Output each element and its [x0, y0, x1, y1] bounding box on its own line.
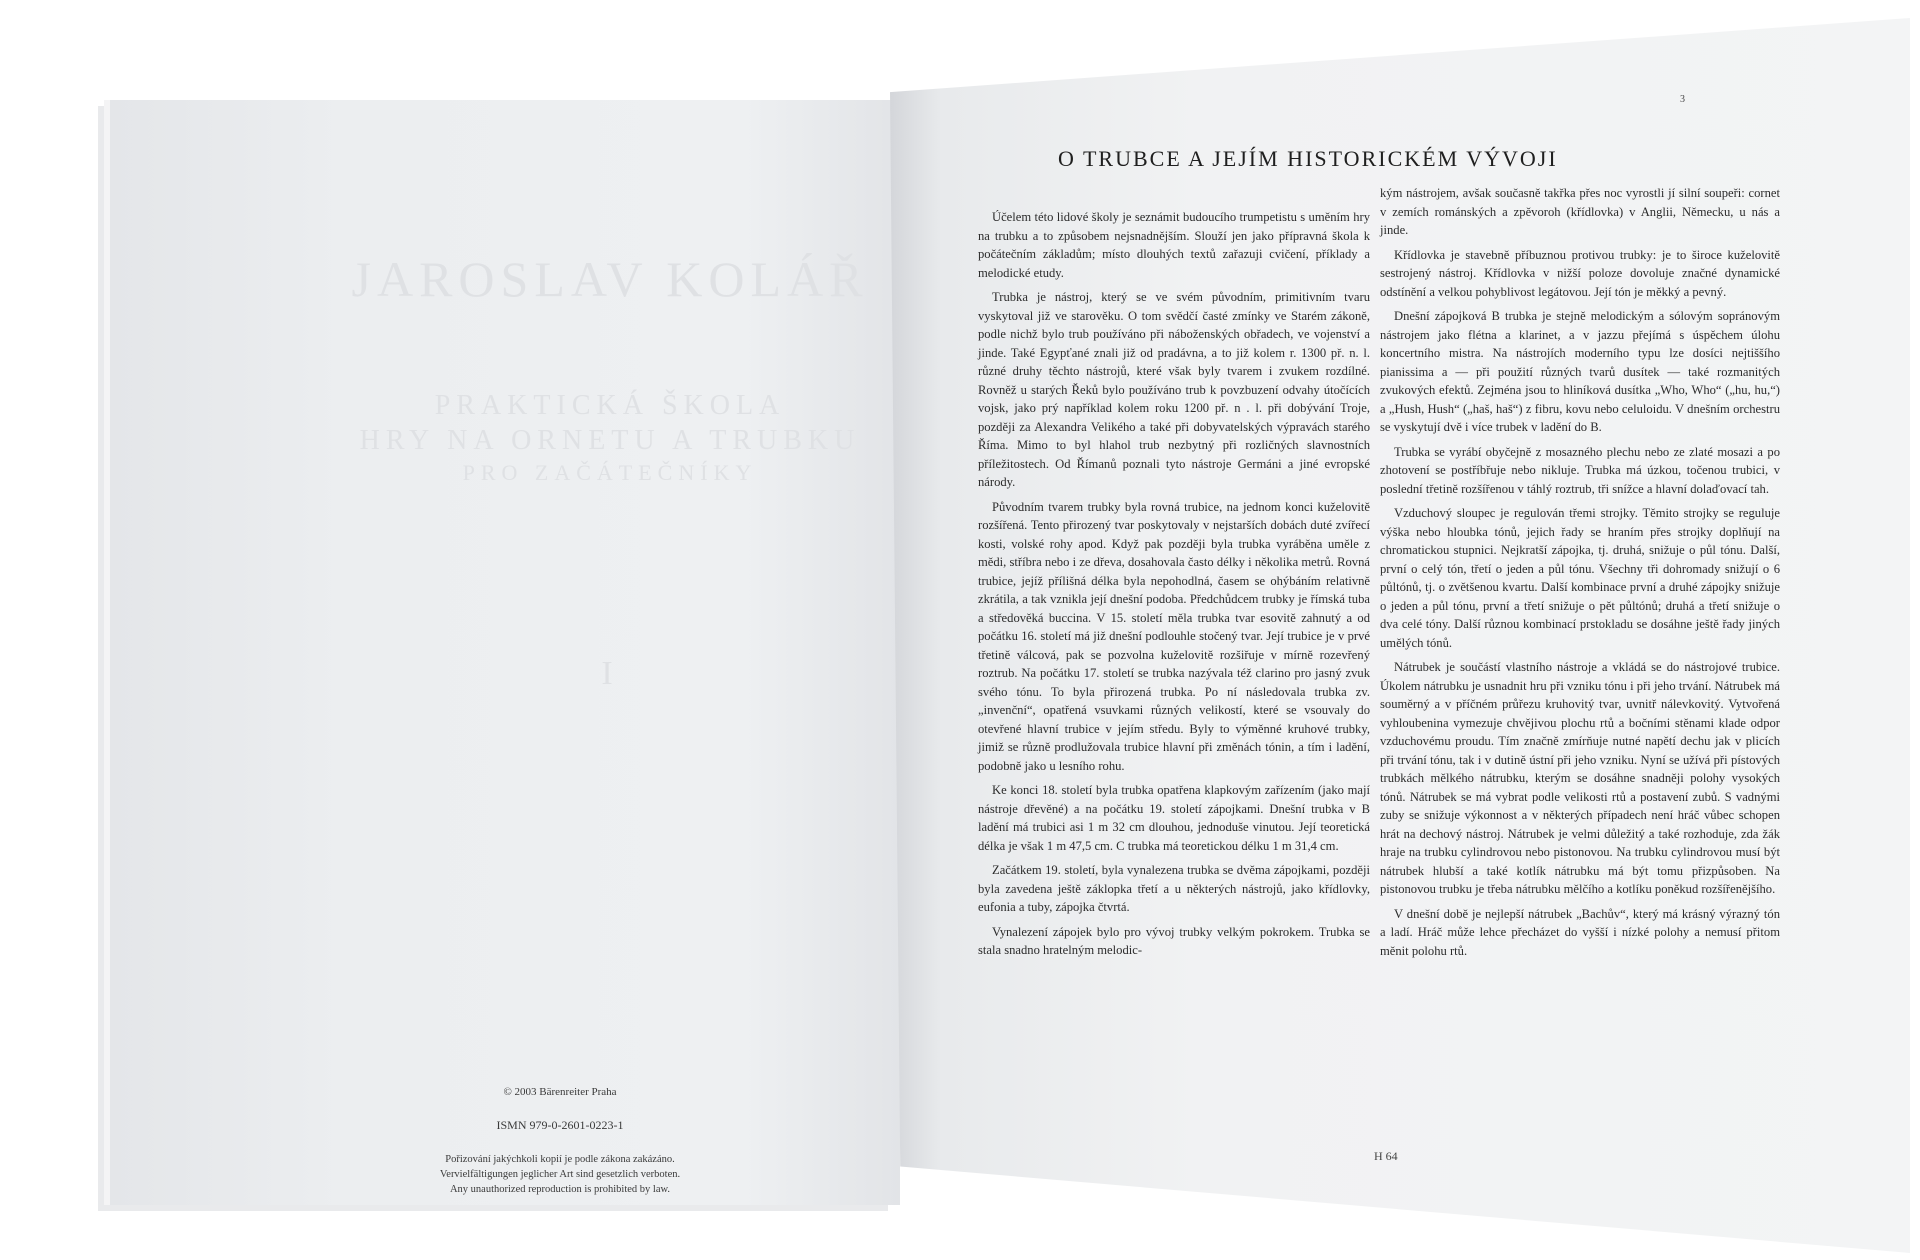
- paragraph: Ke konci 18. století byla trubka opatřena klapkovým zařízením (jako mají nástroje dřevěné) a na počátku 19. století zápojkami. Dnešní trubka v B ladění má trubici asi 1 m 32 cm dlouhou, jednoduše vinutou. Její teoretická délka je však 1 m 47,5 cm. C trubka má teoretickou délku 1 m 31,4 cm.: [978, 783, 1370, 853]
- copyright-line: © 2003 Bärenreiter Praha: [503, 1086, 617, 1098]
- show-through-line: HRY NA ORNETU A TRUBKU: [359, 425, 861, 456]
- paragraph: V dnešní době je nejlepší nátrubek „Bachův“, který má krásný výrazný tón a ladí. Hráč může lehce přecházet do vyšší i nízké polohy a nemusí přitom měnit polohu rtů.: [1380, 906, 1780, 958]
- page-footer-mark: H 64: [1374, 1149, 1398, 1163]
- copy-notice: [350, 1152, 770, 1197]
- chapter-title: O TRUBCE A JEJÍM HISTORICKÉM VÝVOJI: [1058, 146, 1558, 171]
- text-column-left: [978, 208, 1370, 966]
- ismn-line: ISMN 979-0-2601-0223-1: [496, 1118, 624, 1132]
- show-through-line: PRAKTICKÁ ŠKOLA: [434, 390, 786, 421]
- paragraph: Původním tvarem trubky byla rovná trubice, na jednom konci kuželovitě rozšířená. Tento přirozený tvar poskytovaly v nejstarších dobách duté zvířecí kosti, volské rohy apod. Když pak později byla trubka vyráběna uměle z mědi, stříbra nebo i ze dřeva, dosahovala často délky i několika metrů. Rovná trubice, jejíž přílišná délka byla nepohodlná, časem se ohýbáním relativně zkrátila, a tak vznikla její dnešní podoba. Předchůdcem trubky je římská tuba a středověká buccina. V 15. století měla trubka tvar esovitě zahnutý a od počátku 16. století má již dnešní podlouhle stočený tvar. Její trubice je v prvé třetině válcová, pak se pozvolna kuželovitě rozšiřuje v mírně rozevřený roztrub. Na počátku 17. století se trubka nazývala též clarino pro jasný zvuk svého tónu. To byla přirozená trubka. Po ní následovala trubka zv. „invenční“, opatřená vsuvkami různých velikostí, které se vsouvaly do otevřené hlavní trubice v jejím středu. Byly to výměnné kruhové trubky, jimiž se různě prodlužovala trubice hlavní při změnách tónin, a tím i ladění, podobně jako u lesního rohu.: [978, 499, 1370, 773]
- paragraph: Křídlovka je stavebně příbuznou protivou trubky: je to široce kuželovitě sestrojený nástroj. Křídlovka v nižší poloze dovoluje značné dynamické odstínění a velkou pohyblivost legátovou. Její tón je měkký a pevný.: [1380, 247, 1780, 299]
- paragraph: Trubka je nástroj, který se ve svém původním, primitivním tvaru vyskytoval již ve starověku. O tom svědčí časté zmínky ve Starém zákoně, podle nichž bylo trub používáno při náboženských obřadech, ve vojenství a jinde. Také Egypťané znali již od pradávna, a to již kolem r. 1300 př. n. l. různé druhy těchto nástrojů, které však byly tvarem i zvukem rozdílné. Rovněž u starých Řeků bylo používáno trub k povzbuzení odvahy útočících vojsk, jako prý například kolem roku 1200 př. n . l. při dobývání Troje, později za Alexandra Velikého a také při dobyvatelských výpravách starého Říma. Mimo to byl hlahol trub nezbytný při rozličných slavnostních příležitostech. Od Římanů poznali tyto nástroje Germáni a jiné evropské národy.: [978, 290, 1370, 489]
- paragraph: Trubka se vyrábí obyčejně z mosazného plechu nebo ze zlaté mosazi a po zhotovení se postříbřuje nebo nikluje. Trubka má úzkou, točenou trubici, v poslední třetině rozšířenou v táhlý roztrub, tři snížce a hlavní dolaďovací tah.: [1380, 444, 1780, 496]
- paragraph: Vzduchový sloupec je regulován třemi strojky. Těmito strojky se reguluje výška nebo hloubka tónů, jejich řady se hraním přes strojky doplňují na chromatickou stupnici. Nejkratší zápojka, tj. druhá, snižuje o půl tónu. Další, první o celý tón, třetí o jeden a půl tónu. Všechny tři dohromady snižují o 6 půltónů, tj. o zvětšenou kvartu. Další kombinace první a druhé zápojky snižuje o jeden a půl tónu, první a třetí snižuje o pět půltónů; druhá a třetí snižuje o dva celé tóny. Další různou kombinací prstokladu se dosáhne ještě řady jiných umělých tónů.: [1380, 506, 1780, 650]
- left-page: [110, 100, 900, 1205]
- show-through-line: PRO ZAČÁTEČNÍKY: [462, 460, 758, 485]
- paragraph: Nátrubek je součástí vlastního nástroje a vkládá se do nástrojové trubice. Úkolem nátrubku je usnadnit hru při vzniku tónu i při jeho trvání. Nátrubek má souměrný a v příčném průřezu kruhovitý tvar, uvnitř nálevkovitý. Vytvořená vyhloubenina vymezuje chvějivou plochu rtů a bočními stěnami klade odpor vzduchovému proudu. Tím značně zmírňuje nutné napětí dechu jak v plicích při trvání tónu, tak i v dutině ústní při jeho vzniku. Nyní se užívá při pístových trubkách mělkého nátrubku, kterým se dosáhne snadněji polohy vysokých tónů. Nátrubek se má vybrat podle velikosti rtů a postavení zubů. S vadnými zuby se snižuje výkonnost a v některých případech není hráč vůbec schopen hrát na dechový nástroj. Nátrubek je velmi důležitý a také rozhoduje, zda žák hraje na trubku cylindrovou nebo pistonovou. Na trubku cylindrovou musí být nátrubek hlubší a také kotlík nátrubku má být tomu přizpůsoben. Na pistonovou trubku je třeba nátrubku mělčího a kotlíku poněkud rozšířenějšího.: [1380, 660, 1780, 896]
- paragraph: Účelem této lidové školy je seznámit budoucího trumpetistu s uměním hry na trubku a to způsobem nejsnadnějším. Slouží jen jako přípravná škola k počátečním základům; místo dlouhých textů zařazuji cvičení, příklady a melodické etudy.: [978, 210, 1370, 280]
- text-column-right: [1380, 184, 1780, 966]
- show-through-numeral: I: [601, 655, 619, 692]
- copy-notice-cs: Pořizování jakýchkoli kopií je podle zákona zakázáno.: [445, 1154, 675, 1165]
- copy-notice-en: Any unauthorized reproduction is prohibited by law.: [449, 1184, 671, 1195]
- page-number: 3: [1680, 94, 1685, 105]
- copy-notice-de: Vervielfältigungen jeglicher Art sind gesetzlich verboten.: [439, 1169, 681, 1180]
- paragraph: Vynalezení zápojek bylo pro vývoj trubky velkým pokrokem. Trubka se stala snadno hratelným melodic-: [978, 924, 1370, 957]
- show-through-author: JAROSLAV KOLÁŘ: [351, 251, 869, 307]
- paragraph: Dnešní zápojková B trubka je stejně melodickým a sólovým sopránovým nástrojem jako flétna a klarinet, a v jazzu přejímá s úspěchem úlohu koncertního mistra. Na nástrojích moderního typu lze dosíci nejtiššího pianissima a — při použití různých tvarů dusítek — také rozmanitých zvukových efektů. Zejména jsou to hliníková dusítka „Who, Who“ („hu, hu,“) a „Hush, Hush“ („haš, haš“) z fibru, kovu nebo celuloidu. V dnešním orchestru se vyskytují dvě i více trubek v ladění do B.: [1380, 309, 1780, 434]
- paragraph: Začátkem 19. století, byla vynalezena trubka se dvěma zápojkami, později byla zavedena ještě záklopka třetí a u některých nástrojů, jako křídlovky, eufonia a tuby, zápojka čtvrtá.: [978, 863, 1370, 914]
- paragraph: kým nástrojem, avšak současně takřka přes noc vyrostli jí silní soupeři: cornet v zemích románských a zpěvoroh (křídlovka) v Anglii, Německu, u nás a jinde.: [1380, 186, 1780, 237]
